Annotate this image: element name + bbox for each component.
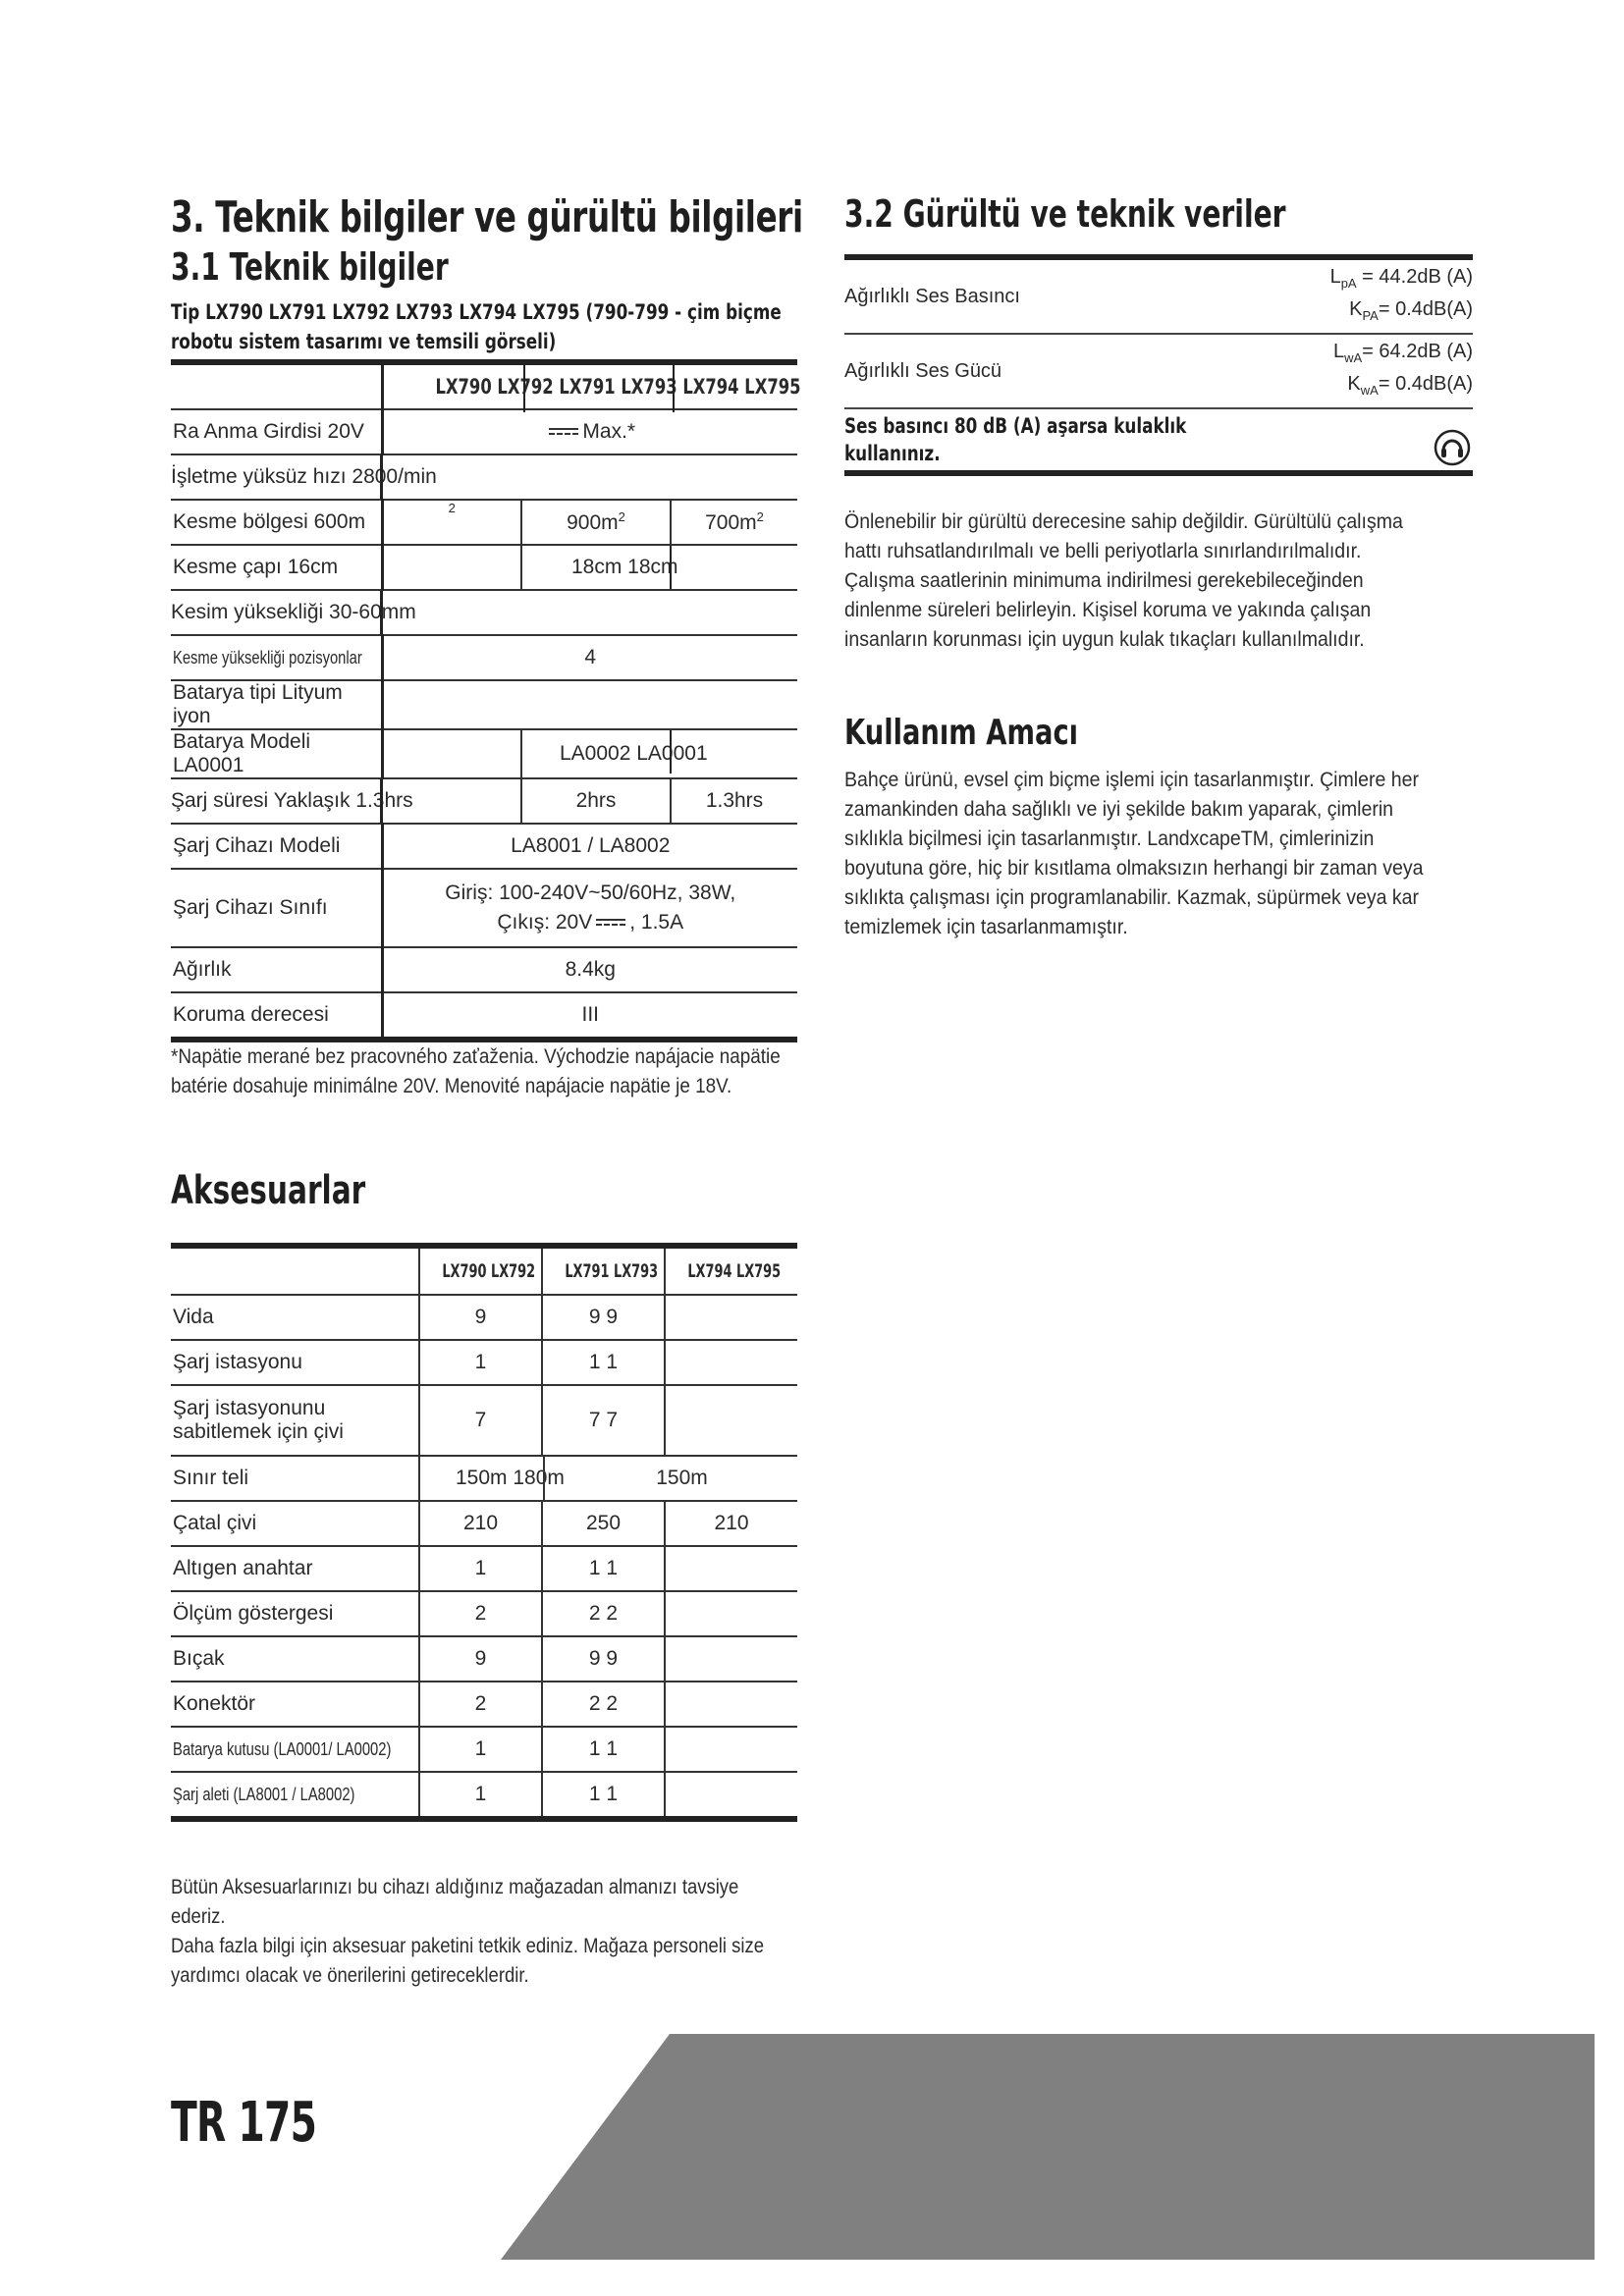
accessory-value: 1 1	[542, 1727, 665, 1772]
intended-use-paragraph: Bahçe ürünü, evsel çim biçme işlemi için tasarlanmıştır. Çimlere her zamankinden daha sağlıklı ve iyi şekilde bakım yaparak, çimlerin sıklıkla biçilmesi için tasarlanmıştır. LandxcapeTM, çimlerinizin boyutuna göre, hiç bir kısıtlama olmaksızın herhangi bir zaman veya sıklıkta çalışması için programlanabilir. Kazmak, süpürmek veya kar temizlemek için tasarlanmamıştır.	[844, 769, 1424, 938]
column-header: LX794 LX795	[665, 1246, 797, 1295]
accessory-value: 2 2	[542, 1682, 665, 1727]
accessory-value: 7 7	[542, 1385, 665, 1456]
accessory-value: 9 9	[542, 1636, 665, 1682]
decorative-corner-shape	[501, 2034, 1595, 2260]
header-empty-cell	[171, 1246, 419, 1295]
accessory-value	[665, 1772, 797, 1819]
spec-value: Giriş: 100-240V~50/60Hz, 38W, Çıkış: 20V , 1.5A	[382, 869, 797, 947]
table-row	[171, 454, 797, 500]
accessories-title: Aksesuarlar	[171, 1168, 366, 1213]
spec-footnote: *Napätie merané bez pracovného zaťaženia. Východzie napájacie napätie batérie dosahuje minimálne 20V. Menovité napájacie napätie je 18V.	[171, 1045, 781, 1097]
accessory-label: Ölçüm göstergesi	[171, 1591, 419, 1636]
table-row	[171, 500, 797, 545]
dc-voltage-symbol	[549, 427, 578, 437]
table-row	[171, 545, 797, 590]
accessory-value: 2	[419, 1591, 542, 1636]
accessory-value	[665, 1682, 797, 1727]
spec-label: Şarj Cihazı Sınıfı	[171, 869, 382, 947]
intended-use-title: Kullanım Amacı	[844, 713, 1079, 753]
accessory-value	[665, 1385, 797, 1456]
accessory-label: Şarj istasyonunu sabitlemek için çivi	[171, 1385, 419, 1456]
table-row	[171, 590, 797, 635]
table-row	[171, 1246, 797, 1295]
accessory-label: Altıgen anahtar	[171, 1546, 419, 1591]
header-empty-cell	[171, 362, 382, 409]
spec-label: Kesme bölgesi 600m	[171, 500, 382, 545]
accessory-value: 150m 180m 150m	[419, 1456, 797, 1501]
section-title: 3. Teknik bilgiler ve gürültü bilgileri	[171, 192, 803, 242]
spec-label: Şarj Cihazı Modeli	[171, 824, 382, 869]
accessory-value: 2	[419, 1682, 542, 1727]
accessory-value: 210	[419, 1501, 542, 1546]
table-row	[171, 1591, 797, 1636]
accessory-value	[665, 1591, 797, 1636]
table-row	[171, 1456, 797, 1501]
accessory-label: Batarya kutusu (LA0001/ LA0002)	[171, 1727, 419, 1772]
spec-value: 8.4kg	[382, 947, 797, 992]
spec-superscript: 2	[382, 500, 521, 545]
model-type-line-2: robotu sistem tasarımı ve temsili görseli)	[171, 330, 557, 353]
spec-label: Batarya Modeli LA0001	[171, 729, 382, 778]
accessory-value: 7	[419, 1385, 542, 1456]
accessory-value	[665, 1727, 797, 1772]
table-row	[171, 1636, 797, 1682]
accessory-value: 1	[419, 1546, 542, 1591]
table-row	[844, 334, 1473, 408]
accessory-label: Şarj aleti (LA8001 / LA8002)	[171, 1772, 419, 1819]
ear-protection-icon	[1434, 429, 1471, 466]
accessory-value	[665, 1295, 797, 1340]
accessory-value: 2 2	[542, 1591, 665, 1636]
spec-label: Kesme çapı 16cm	[171, 545, 382, 590]
subsection-title: 3.1 Teknik bilgiler	[171, 245, 449, 289]
accessory-value: 1	[419, 1727, 542, 1772]
spec-value: $900m^2$	[521, 500, 671, 545]
spec-value: 2hrs	[521, 778, 671, 824]
model-type-caption	[171, 297, 782, 356]
noise-section-title: 3.2 Gürültü ve teknik veriler	[844, 192, 1286, 236]
accessory-label: Vida	[171, 1295, 419, 1340]
hearing-warning: Ses basıncı 80 dB (A) aşarsa kulaklık kullanınız.	[844, 414, 1187, 465]
spec-value: LA8001 / LA8002	[382, 824, 797, 869]
table-row	[171, 1546, 797, 1591]
accessories-table	[171, 1243, 797, 1822]
spec-label: Şarj süresi Yaklaşık 1.3hrs	[171, 778, 521, 824]
accessory-value	[665, 1340, 797, 1385]
accessory-value: 1 1	[542, 1546, 665, 1591]
dc-voltage-symbol	[596, 918, 625, 928]
spec-value: Max.*	[382, 409, 797, 454]
table-row	[171, 680, 797, 729]
noise-paragraph: Önlenebilir bir gürültü derecesine sahip değildir. Gürültülü çalışma hattı ruhsatlandırılmalı ve belli periyotlarla sınırlandırılmalıdır. Çalışma saatlerinin minimuma indirilmesi gerekebileceğinden dinlenme süreleri belirleyin. Kişisel koruma ve yakında çalışan insanların korunması için uygun kulak tıkaçları kullanılmalıdır.	[844, 510, 1403, 651]
spec-label: Ağırlık	[171, 947, 382, 992]
spec-label: Ra Anma Girdisi 20V	[171, 409, 382, 454]
accessory-value: 250	[542, 1501, 665, 1546]
column-header: LX791 LX793	[542, 1246, 665, 1295]
spec-value: LA0002 LA0001	[521, 729, 797, 778]
table-row	[171, 1385, 797, 1456]
noise-value: $L_{wA}= 64.2dB$ (A) $K_{wA}= 0.4dB(A)$	[1218, 334, 1473, 408]
spec-label: Batarya tipi Lityum iyon	[171, 680, 382, 729]
noise-value: $L_{pA} = 44.2dB$ (A) $K_{PA}= 0.4dB(A)$	[1218, 257, 1473, 334]
noise-data-table	[844, 254, 1473, 476]
accessories-note: Bütün Aksesuarlarınızı bu cihazı aldığınız mağazadan almanızı tavsiye ederiz. Daha fazla bilgi için aksesuar paketini tetkik ediniz. Mağaza personeli size yardımcı olacak ve önerilerini getireceklerdir.	[171, 1876, 764, 1987]
table-row	[171, 1501, 797, 1546]
table-row	[844, 257, 1473, 334]
spec-value: III	[382, 992, 797, 1040]
accessory-value: 210	[665, 1501, 797, 1546]
accessory-label: Şarj istasyonu	[171, 1340, 419, 1385]
page-number: TR 175	[171, 2091, 317, 2155]
accessory-label: Bıçak	[171, 1636, 419, 1682]
spec-label: Kesme yüksekliği pozisyonlar	[171, 635, 382, 680]
table-row	[171, 947, 797, 992]
accessory-label: Sınır teli	[171, 1456, 419, 1501]
technical-spec-table	[171, 359, 801, 1042]
accessory-value: 1	[419, 1772, 542, 1819]
spec-value: 4	[382, 635, 797, 680]
table-row	[171, 824, 797, 869]
accessory-value: 9 9	[542, 1295, 665, 1340]
table-row	[171, 1340, 797, 1385]
spec-value: 1.3hrs	[671, 778, 797, 824]
spec-value: $700m^2$	[671, 500, 797, 545]
table-row	[171, 992, 797, 1040]
table-row	[171, 869, 797, 947]
column-header: LX790 LX792	[419, 1246, 542, 1295]
accessory-value: 1 1	[542, 1340, 665, 1385]
table-row	[171, 1772, 797, 1819]
accessory-value: 1 1	[542, 1772, 665, 1819]
table-row	[844, 408, 1473, 473]
table-row	[171, 729, 797, 778]
table-row	[171, 362, 797, 409]
spec-header-models: LX790 LX792 LX791 LX793 LX794 LX795	[382, 362, 797, 409]
table-row	[171, 778, 797, 824]
table-row	[171, 1295, 797, 1340]
table-row	[171, 1727, 797, 1772]
accessory-label: Çatal çivi	[171, 1501, 419, 1546]
spec-value: 18cm 18cm	[521, 545, 797, 590]
accessory-label: Konektör	[171, 1682, 419, 1727]
accessory-value	[665, 1636, 797, 1682]
accessory-value	[665, 1546, 797, 1591]
spec-label: Kesim yüksekliği 30-60mm	[171, 590, 797, 635]
noise-label: Ağırlıklı Ses Gücü	[844, 334, 1218, 408]
accessory-value: 9	[419, 1295, 542, 1340]
accessory-value: 1	[419, 1340, 542, 1385]
spec-label: Koruma derecesi	[171, 992, 382, 1040]
noise-label: Ağırlıklı Ses Basıncı	[844, 257, 1218, 334]
model-type-line-1: Tip LX790 LX791 LX792 LX793 LX794 LX795 (790-799 - çim biçme	[171, 300, 782, 324]
accessory-value: 9	[419, 1636, 542, 1682]
table-row	[171, 1682, 797, 1727]
table-row	[171, 635, 797, 680]
table-row	[171, 409, 797, 454]
spec-label: İşletme yüksüz hızı 2800/min	[171, 454, 797, 500]
